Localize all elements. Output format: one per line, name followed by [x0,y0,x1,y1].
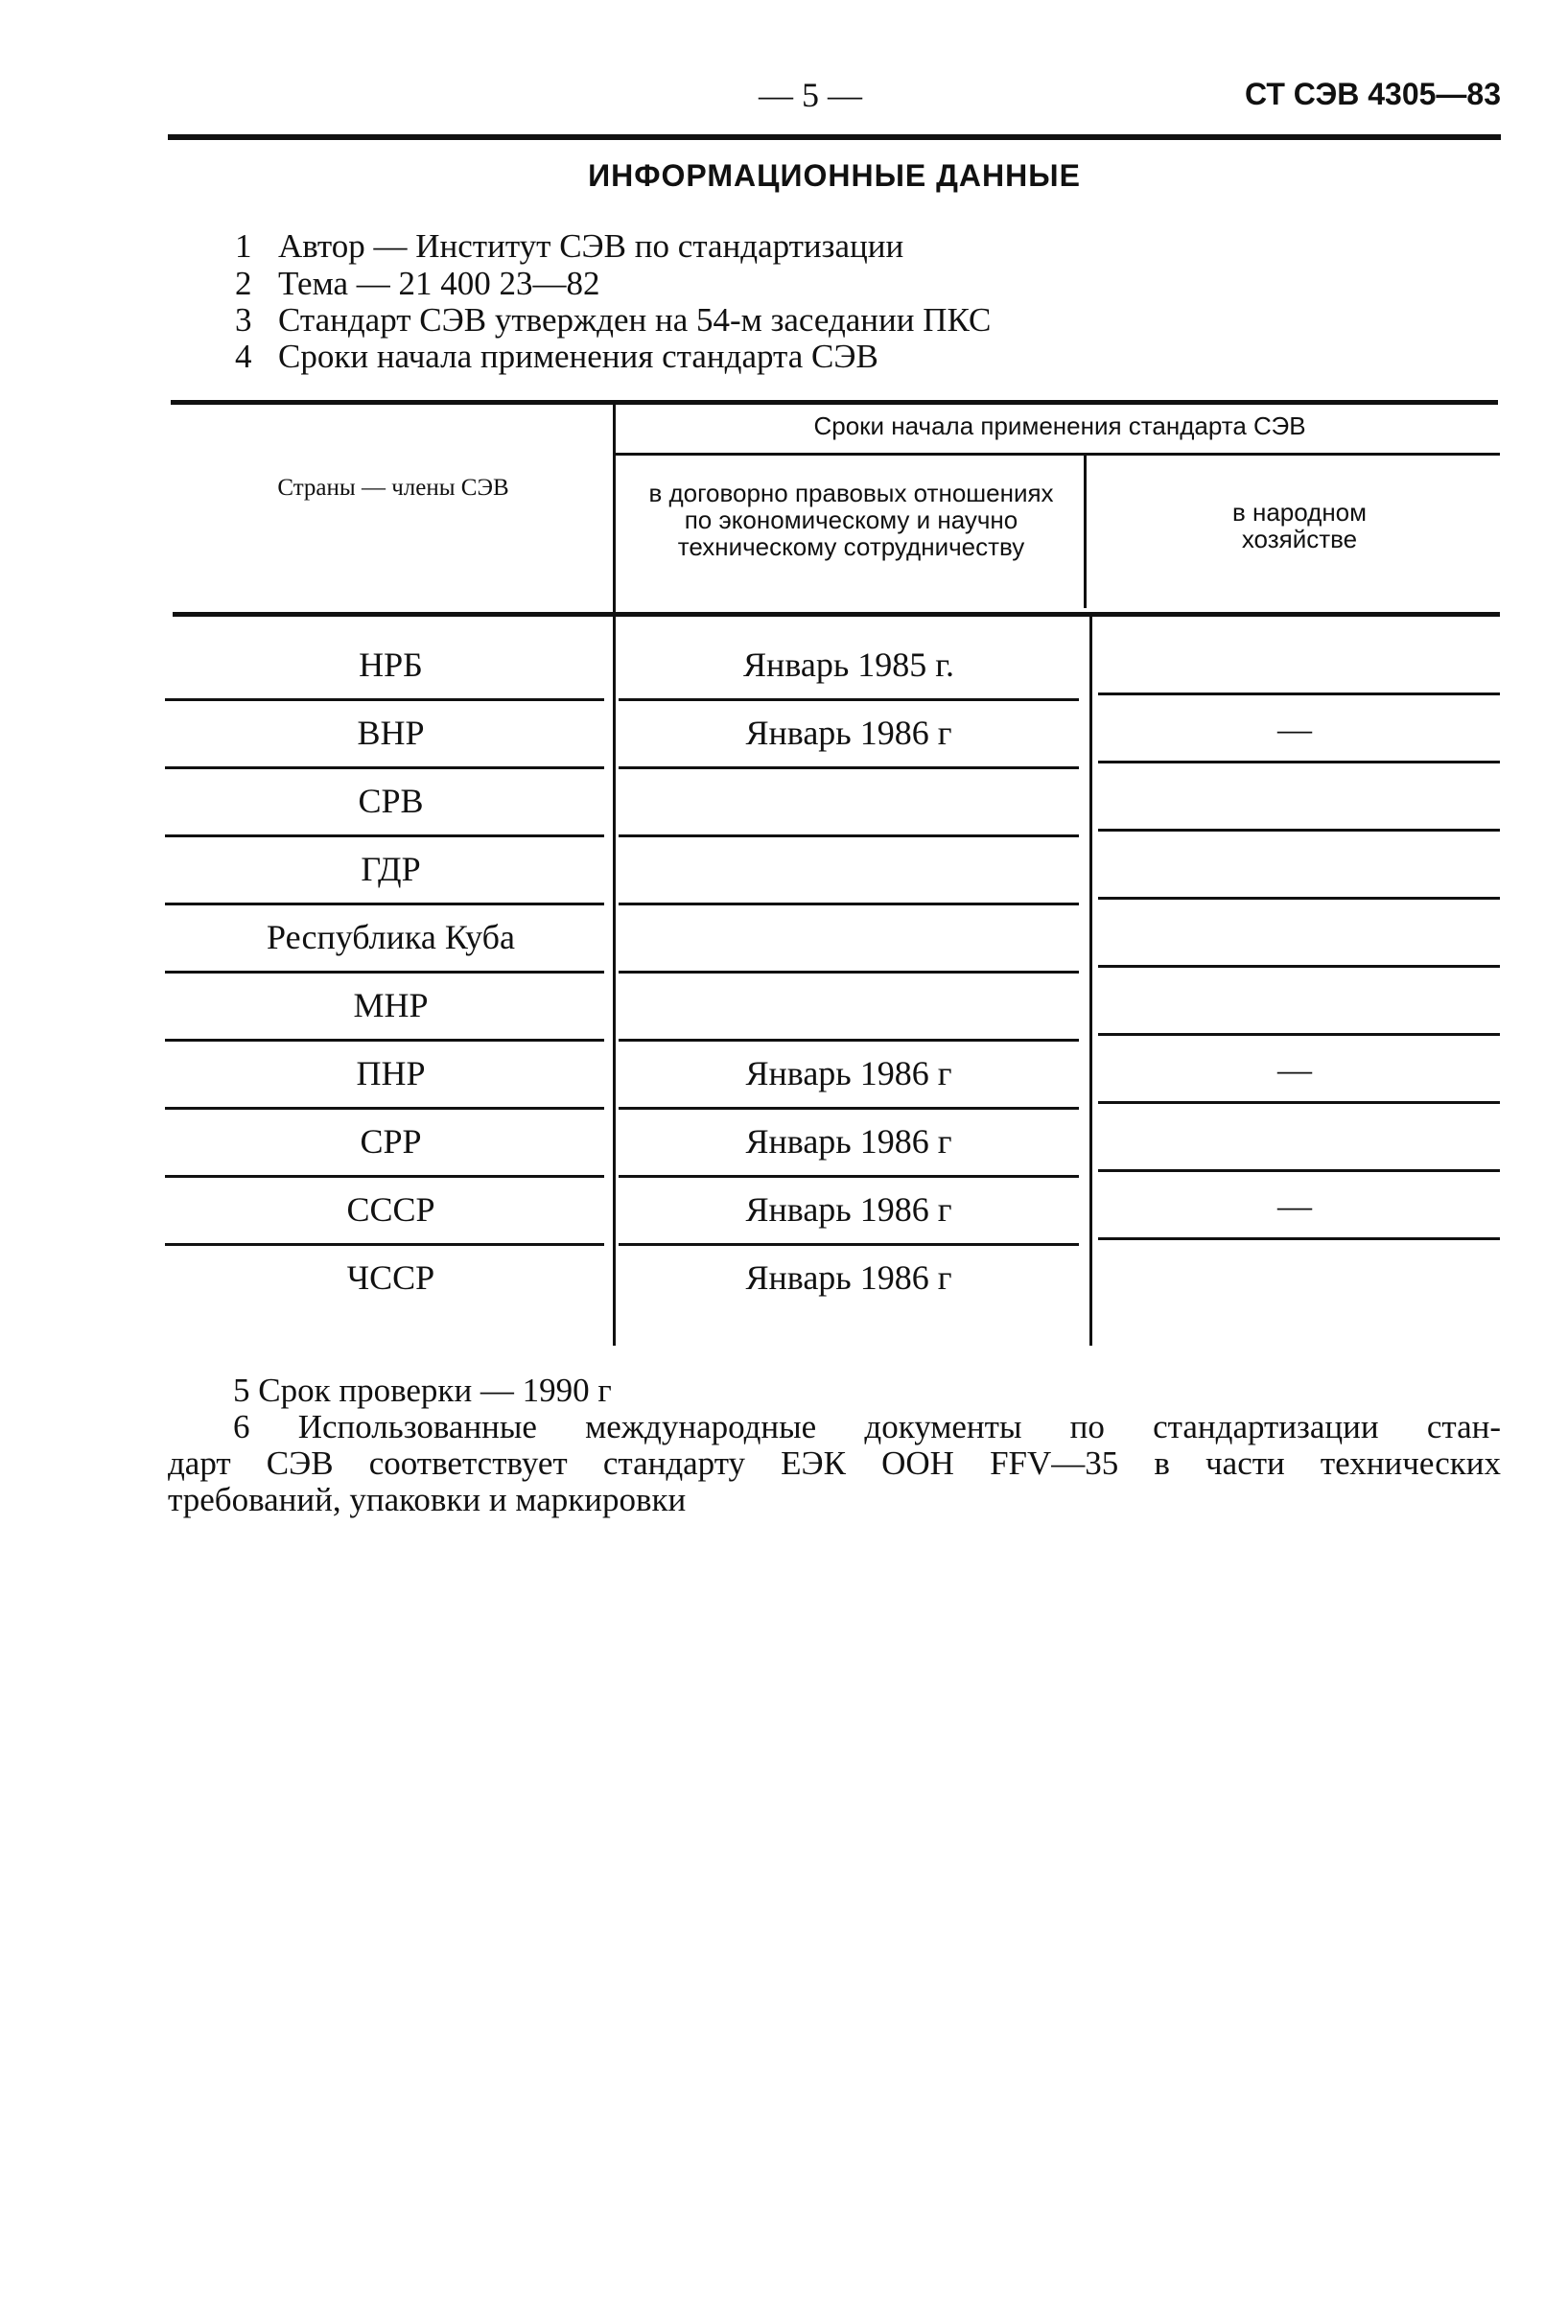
column-header-country: Страны — члены СЭВ [277,475,509,501]
table-cell-economy [1093,835,1496,903]
table-cell-country: ПНР [356,1054,426,1092]
table-cell-country: СРР [360,1122,422,1161]
table-group-rule [614,453,1500,456]
info-item-text: Стандарт СЭВ утвержден на 54-м заседании ПКС [278,301,992,339]
table-cell-contract: Январь 1986 г [745,1122,952,1161]
table-cell-economy [1093,631,1496,698]
table-divider-1 [613,403,616,1346]
table-row-separator [165,971,604,974]
table-row-separator [165,1175,604,1178]
table-row-separator [619,903,1079,905]
table-cell-economy [1093,1108,1496,1175]
note-review-date: 5 Срок проверки — 1990 г [233,1372,612,1409]
table-row-separator [165,834,604,837]
table-cell-economy [1093,972,1496,1039]
table-cell-economy: — [1277,710,1312,748]
table-cell-country: МНР [353,986,429,1024]
info-item-text: Тема — 21 400 23—82 [278,265,600,302]
table-row-separator [619,1243,1079,1246]
table-row-separator [165,1039,604,1042]
table-cell-contract [619,904,1079,971]
page-title: ИНФОРМАЦИОННЫЕ ДАННЫЕ [588,158,1081,193]
table-row-separator [619,1175,1079,1178]
table-cell-contract [619,835,1079,903]
table-row-separator [1098,1169,1500,1172]
table-row-separator [619,1039,1079,1042]
table-cell-contract: Январь 1986 г [745,1258,952,1297]
table-divider-2 [1084,455,1087,608]
info-item-text: Сроки начала применения стандарта СЭВ [278,338,878,375]
table-row-separator [619,698,1079,701]
table-cell-economy [1093,1244,1496,1311]
table-cell-country: СРВ [358,782,424,820]
table-cell-contract: Январь 1986 г [745,1190,952,1229]
table-cell-country: ГДР [361,850,421,888]
info-item-number: 3 [235,301,252,339]
table-cell-contract [619,972,1079,1039]
info-item-number: 1 [235,227,252,265]
table-cell-contract: Январь 1985 г. [743,646,954,684]
table-cell-country: Республика Куба [267,918,515,956]
table-cell-contract: Январь 1986 г [745,714,952,752]
page-number: — 5 — [759,76,862,114]
column-header-contract: в договорно правовых отношениях по экономическому и научно техническому сотрудничеству [648,479,1054,561]
table-row-separator [1098,1101,1500,1104]
table-row-separator [165,1243,604,1246]
table-cell-country: СССР [346,1190,435,1229]
info-item-number: 4 [235,338,252,375]
column-header-group: Сроки начала применения стандарта СЭВ [813,411,1306,440]
table-row-separator [1098,829,1500,832]
note-intl-docs-line-3: требований, упаковки и маркировки [168,1481,687,1518]
table-row-separator [1098,1033,1500,1036]
standard-code: СТ СЭВ 4305—83 [1245,77,1501,111]
table-row-separator [1098,761,1500,763]
column-header-economy: в народном хозяйстве [1231,498,1368,553]
table-row-separator [619,766,1079,769]
table-row-separator [619,971,1079,974]
table-header-rule [173,612,1500,617]
table-row-separator [165,903,604,905]
info-item-number: 2 [235,265,252,302]
table-cell-contract [619,767,1079,834]
table-cell-country: ЧССР [346,1258,435,1297]
table-cell-contract: Январь 1986 г [745,1054,952,1092]
table-divider-2-body [1089,616,1092,1346]
table-cell-economy [1093,904,1496,971]
table-cell-economy [1093,767,1496,834]
table-row-separator [1098,693,1500,695]
table-row-separator [165,698,604,701]
table-row-separator [1098,1237,1500,1240]
table-cell-economy: — [1277,1050,1312,1089]
table-row-separator [619,834,1079,837]
table-cell-country: НРБ [359,646,423,684]
note-intl-docs-line-2: дарт СЭВ соответствует стандарту ЕЭК ООН FFV—35 в части технических [168,1444,1501,1482]
table-row-separator [165,766,604,769]
table-row-separator [165,1107,604,1110]
table-row-separator [1098,897,1500,900]
table-top-rule [171,400,1498,405]
info-item-text: Автор — Институт СЭВ по стандартизации [278,227,904,265]
note-intl-docs-line-1: 6 Использованные международные документы по стандартизации стан- [233,1408,1501,1445]
table-cell-country: ВНР [357,714,425,752]
table-cell-economy: — [1277,1186,1312,1225]
table-row-separator [1098,965,1500,968]
table-row-separator [619,1107,1079,1110]
